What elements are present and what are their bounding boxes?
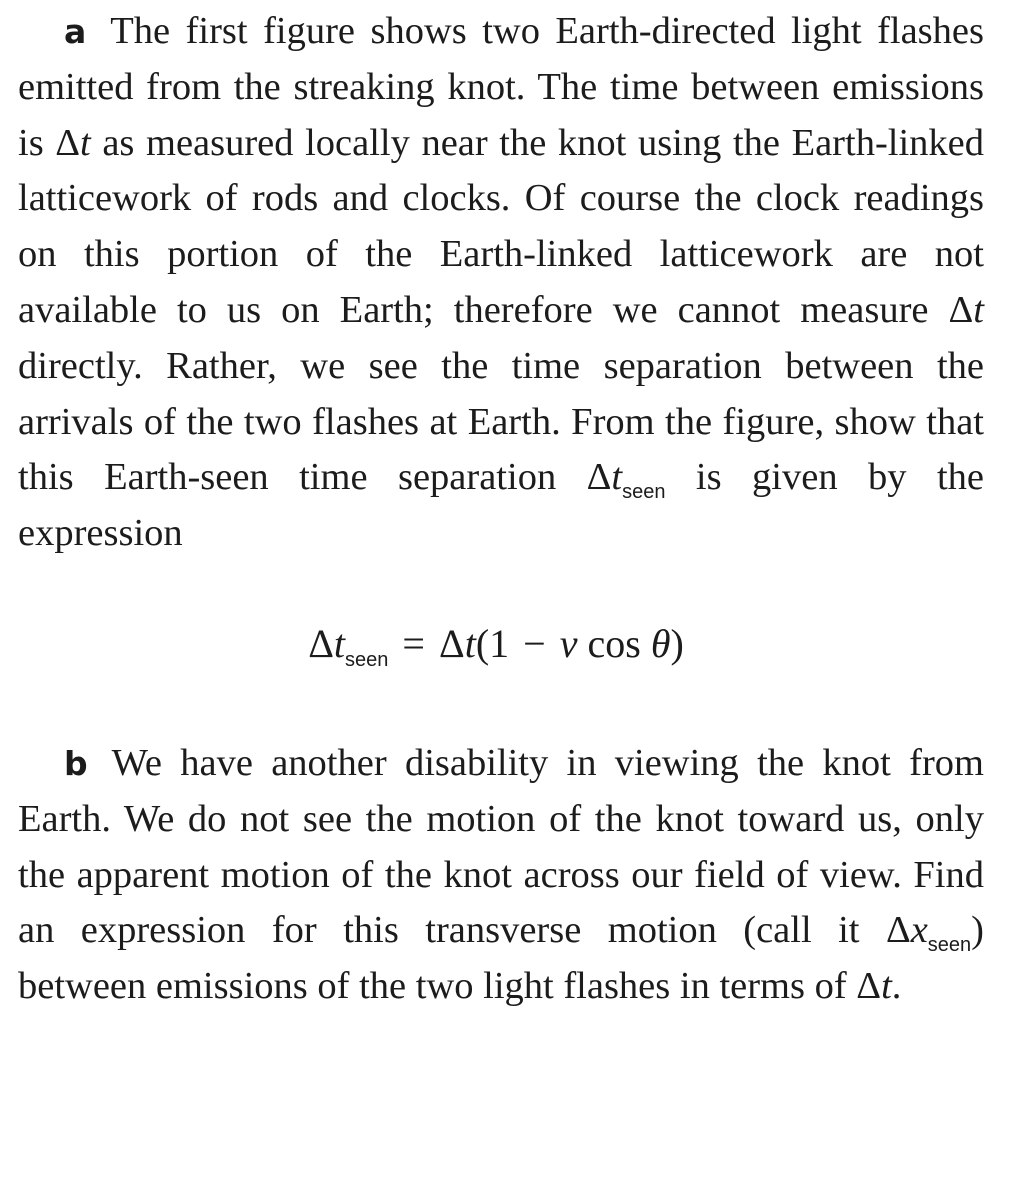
- eq-lhs-subscript: seen: [345, 648, 389, 671]
- part-b-label: b: [64, 743, 88, 783]
- variable-t: t: [80, 121, 91, 164]
- variable-t: t: [881, 965, 892, 1008]
- eq-lhs-t: t: [333, 620, 346, 666]
- subscript-seen: seen: [927, 934, 972, 957]
- eq-velocity-v: v: [559, 620, 578, 666]
- eq-cos: cos: [587, 620, 641, 666]
- eq-theta: θ: [650, 620, 671, 666]
- delta-symbol: Δ: [856, 965, 882, 1008]
- variable-x: x: [910, 909, 928, 952]
- part-a-label: a: [64, 12, 87, 51]
- eq-close-paren: ): [670, 620, 684, 666]
- part-a-text-1: The first figure shows two Earth-directed light flashes emitted from the streaking knot. The time between emissions is: [18, 10, 984, 164]
- part-a-text-4: is given by the expression: [18, 456, 984, 555]
- eq-equals: =: [402, 620, 425, 666]
- part-b-paragraph: [18, 736, 984, 1015]
- part-a-text-2: as measured locally near the knot using the Earth-linked latticework of rods and clocks. Of course the clock readings on this portion of the Earth-linked latticework are not available to us on Earth; therefore we cannot measure: [18, 121, 985, 331]
- variable-t: t: [973, 288, 984, 331]
- eq-open-paren: (1: [475, 620, 510, 666]
- delta-symbol: Δ: [885, 909, 911, 952]
- eq-lhs-delta: Δ: [308, 620, 334, 666]
- delta-symbol: Δ: [586, 456, 612, 499]
- subscript-seen: seen: [622, 481, 666, 504]
- part-b-text-2: ) between emissions of the two light flashes in terms of: [18, 909, 984, 1008]
- eq-rhs-t: t: [464, 620, 476, 666]
- eq-rhs-delta: Δ: [438, 620, 465, 666]
- variable-t: t: [611, 456, 623, 499]
- display-equation: [18, 604, 984, 684]
- delta-symbol: Δ: [948, 288, 974, 331]
- part-b-text-1: We have another disability in viewing the knot from Earth. We do not see the motion of the knot toward us, only the apparent motion of the knot across our field of view. Find an expression for this transverse motion (call it: [18, 741, 984, 952]
- delta-symbol: Δ: [55, 121, 81, 164]
- part-b-text-3: .: [891, 965, 902, 1008]
- eq-minus: −: [523, 620, 546, 666]
- document-page: [18, 4, 984, 1015]
- part-a-text-3: directly. Rather, we see the time separation between the arrivals of the two flashes at Earth. From the figure, show that this Earth-seen time separation: [18, 344, 984, 499]
- part-a-paragraph: [18, 4, 984, 562]
